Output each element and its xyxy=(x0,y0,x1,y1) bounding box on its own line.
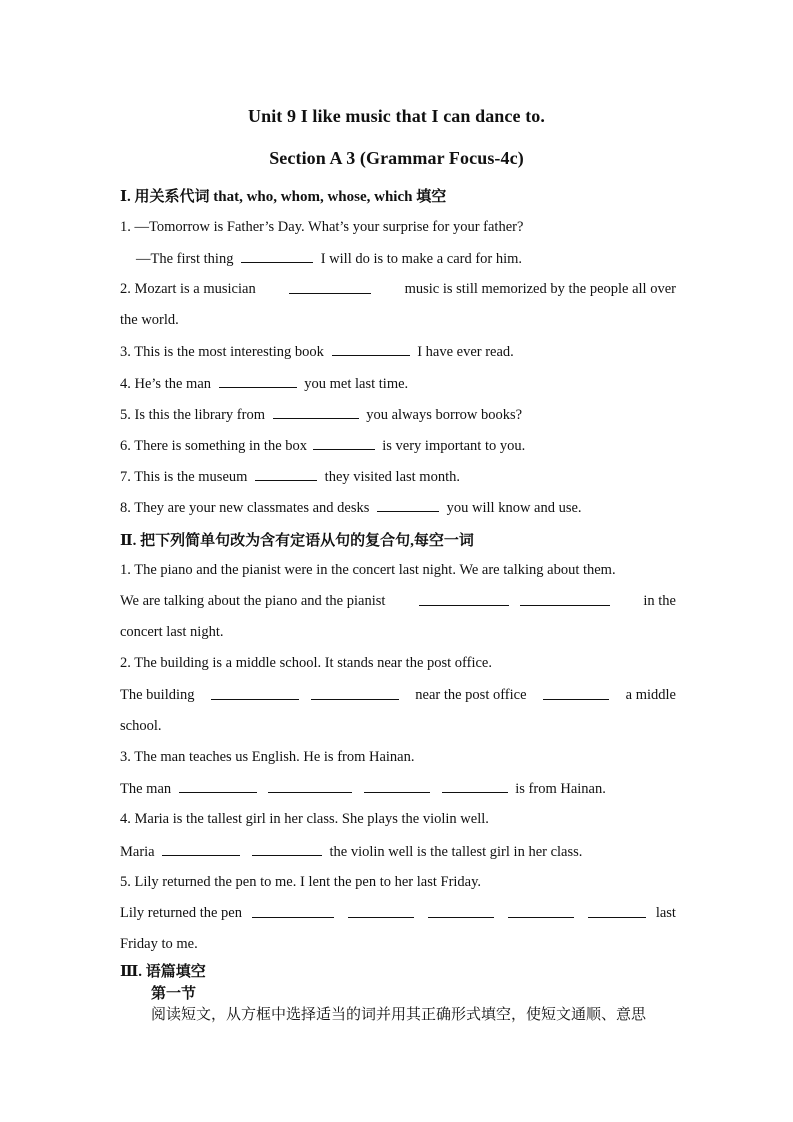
answer-blank[interactable] xyxy=(219,374,297,388)
page-subtitle: Section A 3 (Grammar Focus-4c) xyxy=(269,148,524,168)
page-title: Unit 9 I like music that I can dance to. xyxy=(247,106,545,126)
part2-q1-cont: concert last night. xyxy=(120,624,224,640)
part1-q7 xyxy=(120,467,676,486)
part2-q4-answer xyxy=(120,842,676,861)
part3-instruction: 阅读短文，从方框中选择适当的词并用其正确形式填空，使短文通顺、意思 xyxy=(151,1007,647,1023)
answer-blank[interactable] xyxy=(273,405,359,419)
part2-q2: 2. The building is a middle school. It stands near the post office. xyxy=(120,655,492,671)
q8-text-after: you will know and use. xyxy=(446,500,582,516)
answer-blank[interactable] xyxy=(377,498,439,512)
answer-blank[interactable] xyxy=(211,686,299,700)
p2q2-text-before: The building xyxy=(120,687,195,703)
part2-q1-answer xyxy=(120,592,676,611)
part2-q1: 1. The piano and the pianist were in the concert last night. We are talking about them. xyxy=(120,562,616,578)
part1-q6 xyxy=(120,436,676,455)
part1-q2-cont: the world. xyxy=(120,312,179,328)
q3-text-after: I have ever read. xyxy=(417,344,514,360)
part2-heading: Ⅱ. 把下列简单句改为含有定语从句的复合句,每空一词 xyxy=(120,533,474,549)
answer-blank[interactable] xyxy=(364,779,430,793)
answer-blank[interactable] xyxy=(332,342,410,356)
p2q5-text-after: last xyxy=(655,905,676,921)
q4-text-after: you met last time. xyxy=(304,376,409,392)
part1-heading: Ⅰ. 用关系代词 that, who, whom, whose, which 填空 xyxy=(120,189,447,205)
part2-q4: 4. Maria is the tallest girl in her class. She plays the violin well. xyxy=(120,811,489,827)
p2q2-text-after: a middle xyxy=(625,687,676,703)
q5-text-before: 5. Is this the library from xyxy=(120,407,265,423)
part2-q3: 3. The man teaches us English. He is from Hainan. xyxy=(120,749,415,765)
part2-q5-cont: Friday to me. xyxy=(120,936,198,952)
answer-blank[interactable] xyxy=(442,779,508,793)
p2q4-text-after: the violin well is the tallest girl in her class. xyxy=(329,844,583,860)
p2q1-text-after: in the xyxy=(643,593,676,609)
p2q5-text-before: Lily returned the pen xyxy=(120,905,242,921)
answer-blank[interactable] xyxy=(348,904,414,918)
answer-blank[interactable] xyxy=(179,779,257,793)
p2q3-text-after: is from Hainan. xyxy=(515,781,606,797)
part2-q5-answer xyxy=(120,904,676,922)
answer-blank[interactable] xyxy=(419,592,509,606)
answer-blank[interactable] xyxy=(255,467,317,481)
part1-q2 xyxy=(120,280,676,298)
q7-text-before: 7. This is the museum xyxy=(120,469,248,485)
q4-text-before: 4. He’s the man xyxy=(120,376,212,392)
answer-blank[interactable] xyxy=(520,592,610,606)
part1-q4 xyxy=(120,374,676,393)
q6-text-after: is very important to you. xyxy=(382,438,526,454)
answer-blank[interactable] xyxy=(268,779,352,793)
q2-text-before: 2. Mozart is a musician xyxy=(120,281,256,297)
answer-blank[interactable] xyxy=(289,280,371,294)
answer-blank[interactable] xyxy=(428,904,494,918)
p2q2-text-middle: near the post office xyxy=(415,687,527,703)
q1-text-after: I will do is to make a card for him. xyxy=(320,251,523,267)
answer-blank[interactable] xyxy=(508,904,574,918)
answer-blank[interactable] xyxy=(313,436,375,450)
q6-text-before: 6. There is something in the box xyxy=(120,438,307,454)
q2-text-after: music is still memorized by the people all over xyxy=(404,281,676,297)
part2-q3-answer xyxy=(120,779,676,798)
answer-blank[interactable] xyxy=(311,686,399,700)
part2-q5: 5. Lily returned the pen to me. I lent the pen to her last Friday. xyxy=(120,874,482,890)
q1-text-before: —The first thing xyxy=(136,251,234,267)
part1-q1-answer-line xyxy=(136,249,692,268)
answer-blank[interactable] xyxy=(252,904,334,918)
q3-text-before: 3. This is the most interesting book xyxy=(120,344,324,360)
p2q1-text-before: We are talking about the piano and the pianist xyxy=(120,593,386,609)
answer-blank[interactable] xyxy=(543,686,609,700)
part2-q2-cont: school. xyxy=(120,718,162,734)
q5-text-after: you always borrow books? xyxy=(366,407,523,423)
part2-q2-answer xyxy=(120,686,676,705)
answer-blank[interactable] xyxy=(241,249,313,263)
part1-q1-question: 1. —Tomorrow is Father’s Day. What’s your surprise for your father? xyxy=(120,219,524,235)
q8-text-before: 8. They are your new classmates and desks xyxy=(120,500,370,516)
part1-q5 xyxy=(120,405,676,424)
q7-text-after: they visited last month. xyxy=(324,469,460,485)
answer-blank[interactable] xyxy=(252,842,322,856)
part3-heading: Ⅲ. 语篇填空 xyxy=(120,964,206,980)
answer-blank[interactable] xyxy=(588,904,646,918)
part1-q8 xyxy=(120,498,676,517)
answer-blank[interactable] xyxy=(162,842,240,856)
part1-q3 xyxy=(120,342,676,361)
p2q3-text-before: The man xyxy=(120,781,172,797)
part3-subsection: 第一节 xyxy=(151,986,197,1002)
p2q4-text-before: Maria xyxy=(120,844,155,860)
